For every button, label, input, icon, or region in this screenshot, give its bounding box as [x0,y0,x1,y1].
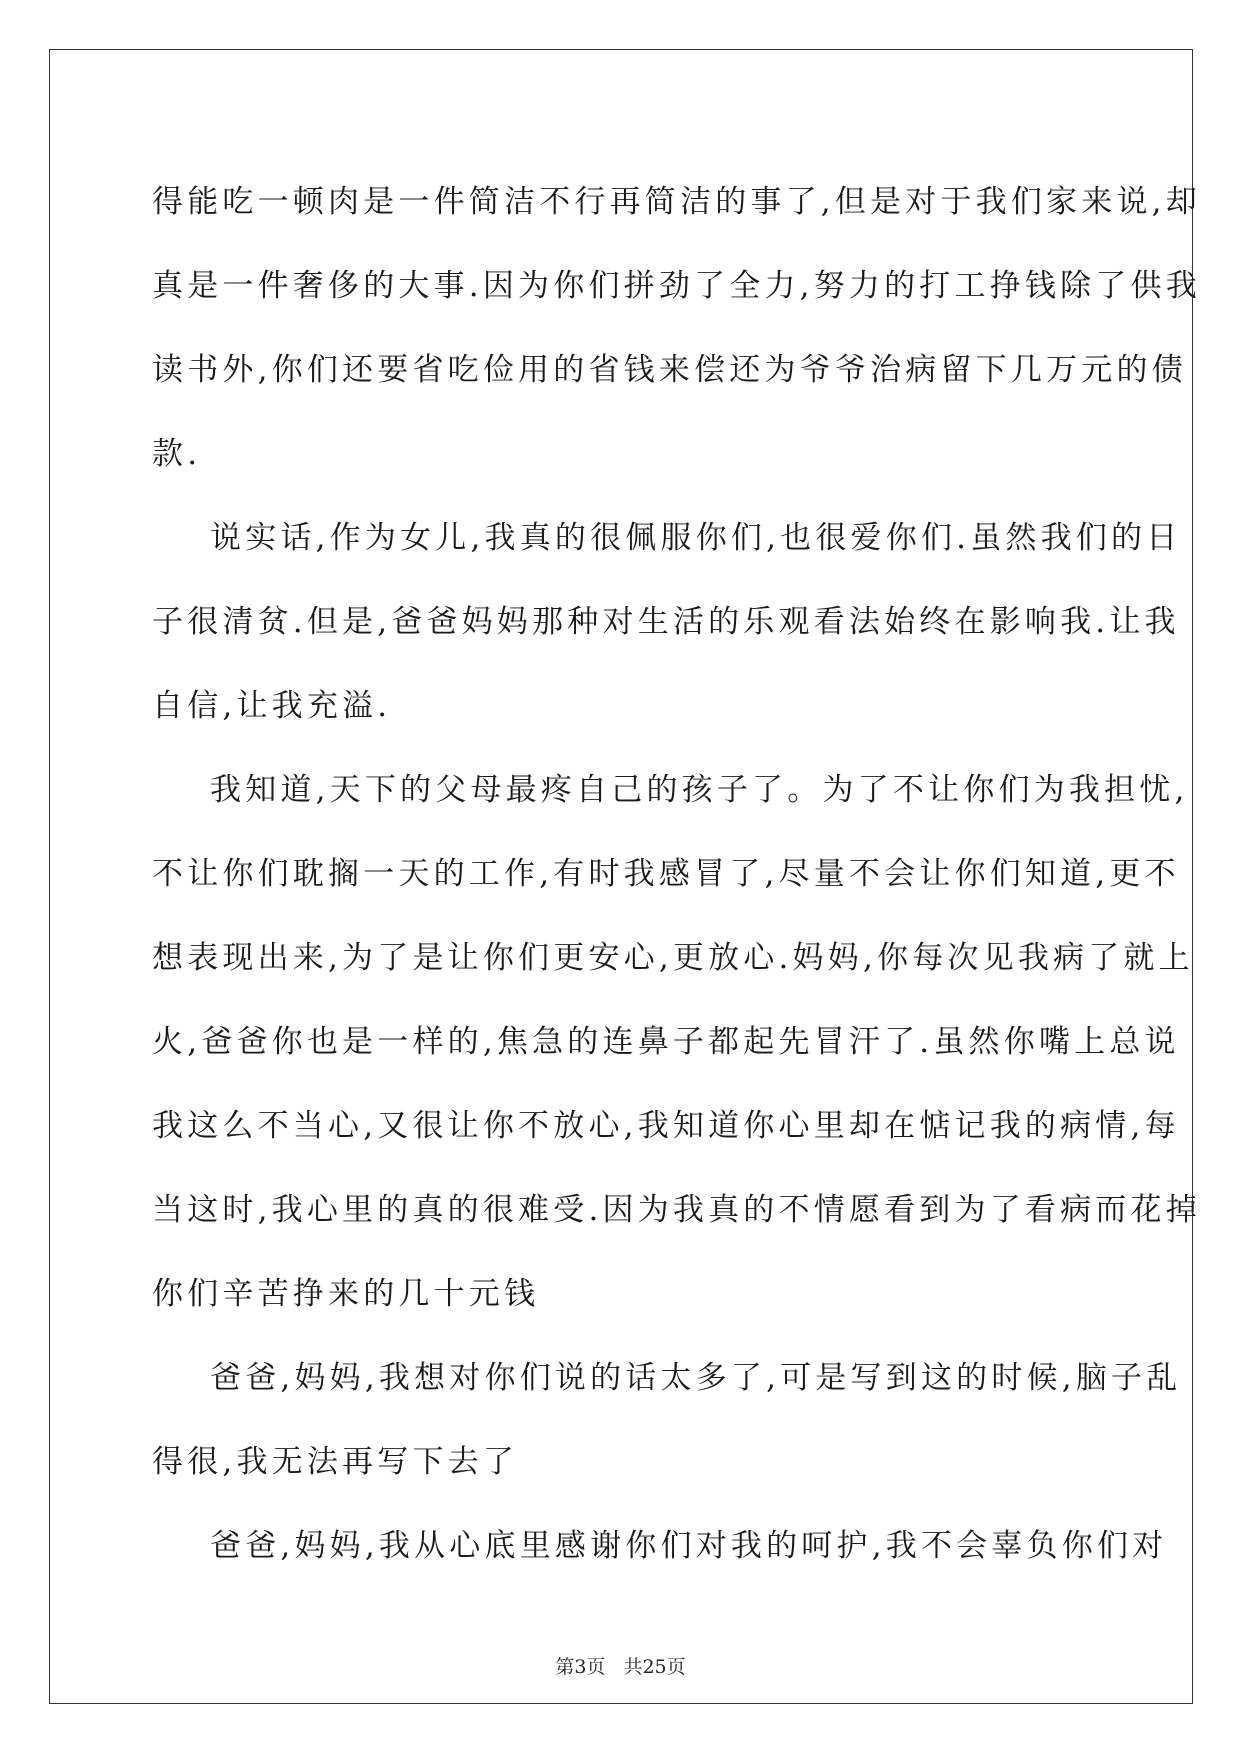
text-line: 得能吃一顿肉是一件简洁不行再简洁的事了,但是对于我们家来说,却 [152,184,1201,220]
text-line: 我知道,天下的父母最疼自己的孩子了。为了不让你们为我担忧, [210,772,1189,808]
text-line: 你们辛苦挣来的几十元钱 [152,1276,540,1312]
text-line: 自信,让我充溢. [152,688,392,724]
text-line: 说实话,作为女儿,我真的很佩服你们,也很爱你们.虽然我们的日 [210,520,1182,556]
text-line: 火,爸爸你也是一样的,焦急的连鼻子都起先冒汗了.虽然你嘴上总说 [152,1024,1180,1060]
text-line: 爸爸,妈妈,我想对你们说的话太多了,可是写到这的时候,脑子乱 [210,1360,1182,1396]
text-line: 想表现出来,为了是让你们更安心,更放心.妈妈,你每次见我病了就上 [152,940,1194,976]
text-line: 当这时,我心里的真的很难受.因为我真的不情愿看到为了看病而花掉 [152,1192,1201,1228]
text-line: 款. [152,436,202,472]
page-total: 共25页 [623,1656,686,1678]
text-line: 爸爸,妈妈,我从心底里感谢你们对我的呵护,我不会辜负你们对 [210,1528,1168,1564]
page-number: 第3页 [555,1656,606,1678]
document-body [152,160,1201,1588]
page-footer [0,1652,1241,1679]
text-line: 真是一件奢侈的大事.因为你们拼劲了全力,努力的打工挣钱除了供我 [152,268,1201,304]
text-line: 子很清贫.但是,爸爸妈妈那种对生活的乐观看法始终在影响我.让我 [152,604,1180,640]
text-line: 我这么不当心,又很让你不放心,我知道你心里却在惦记我的病情,每 [152,1108,1180,1144]
text-line: 不让你们耽搁一天的工作,有时我感冒了,尽量不会让你们知道,更不 [152,856,1180,892]
text-line: 得很,我无法再写下去了 [152,1444,519,1480]
text-line: 读书外,你们还要省吃俭用的省钱来偿还为爷爷治病留下几万元的债 [152,352,1187,388]
